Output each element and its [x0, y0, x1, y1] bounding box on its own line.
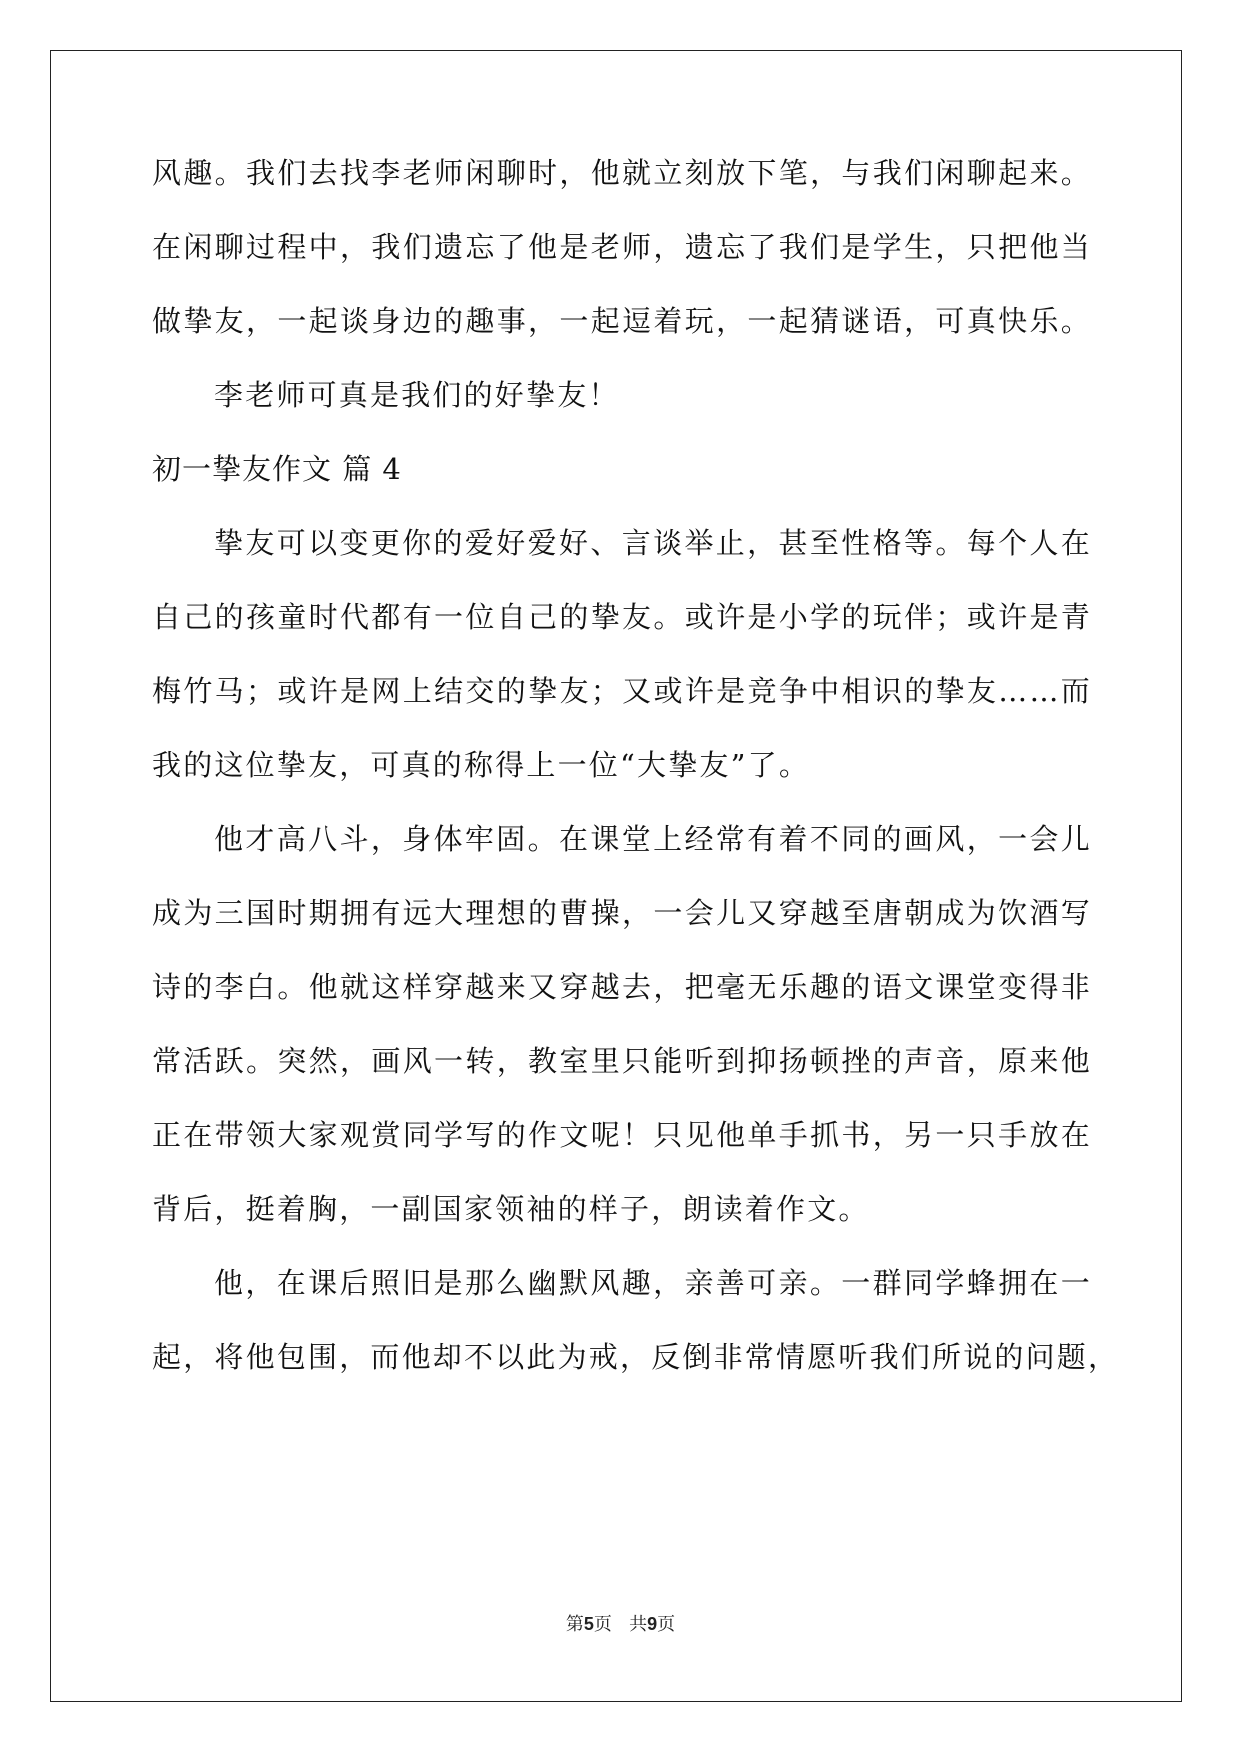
page-label-mid: 页 共 [593, 1614, 648, 1635]
text-line: 他，在课后照旧是那么幽默风趣，亲善可亲。一群同学蜂拥在一 [214, 1266, 1092, 1300]
text-line: 正在带领大家观赏同学写的作文呢！只见他单手抓书，另一只手放在 [152, 1118, 1092, 1152]
text-line: 我的这位挚友，可真的称得上一位“大挚友”了。 [152, 748, 811, 782]
text-line: 风趣。我们去找李老师闲聊时，他就立刻放下笔，与我们闲聊起来。 [152, 156, 1092, 190]
text-line: 他才高八斗，身体牢固。在课堂上经常有着不同的画风，一会儿 [214, 822, 1092, 856]
page-label-suffix: 页 [657, 1614, 676, 1635]
text-line: 做挚友，一起谈身边的趣事，一起逗着玩，一起猜谜语，可真快乐。 [152, 304, 1092, 338]
page-border [50, 50, 1182, 1702]
text-line: 常活跃。突然，画风一转，教室里只能听到抑扬顿挫的声音，原来他 [152, 1044, 1092, 1078]
text-line: 梅竹马；或许是网上结交的挚友；又或许是竞争中相识的挚友……而 [152, 674, 1092, 708]
text-line: 成为三国时期拥有远大理想的曹操，一会儿又穿越至唐朝成为饮酒写 [152, 896, 1092, 930]
text-line: 李老师可真是我们的好挚友！ [214, 378, 620, 412]
text-line: 自己的孩童时代都有一位自己的挚友。或许是小学的玩伴；或许是青 [152, 600, 1092, 634]
page-footer [0, 1612, 1241, 1637]
section-heading: 初一挚友作文 篇 4 [152, 452, 402, 486]
text-line: 在闲聊过程中，我们遗忘了他是老师，遗忘了我们是学生，只把他当 [152, 230, 1092, 264]
total-page-number: 9 [647, 1614, 658, 1634]
text-line: 挚友可以变更你的爱好爱好、言谈举止，甚至性格等。每个人在 [214, 526, 1092, 560]
page-label-prefix: 第 [565, 1614, 584, 1635]
current-page-number: 5 [583, 1614, 594, 1634]
text-line: 起，将他包围，而他却不以此为戒，反倒非常情愿听我们所说的问题， [152, 1340, 1120, 1374]
text-line: 背后，挺着胸，一副国家领袖的样子，朗读着作文。 [152, 1192, 870, 1226]
text-line: 诗的李白。他就这样穿越来又穿越去，把毫无乐趣的语文课堂变得非 [152, 970, 1092, 1004]
